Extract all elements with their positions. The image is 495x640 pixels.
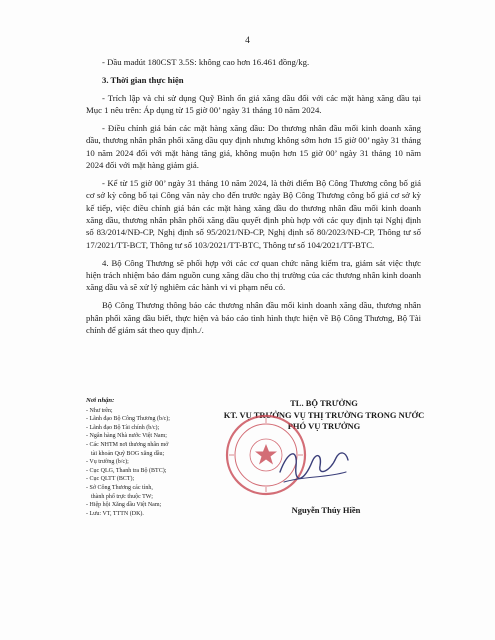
signature-position-line: PHÓ VỤ TRƯỞNG xyxy=(287,421,361,431)
paragraph-6: 4. Bộ Công Thương sẽ phối hợp với các cơ quan chức năng kiểm tra, giám sát việc thực hiện trách nhiệm bảo đảm nguồn cung xăng dầu cho thị trường của các thương nhân kinh doanh xăng dầu và sẽ xử lý nghiêm các hành vi vi phạm nếu có. xyxy=(86,257,421,293)
recipient-item: - Sở Công Thương các tỉnh, xyxy=(86,484,153,491)
recipient-item: - Lưu: VT, TTTN (DK). xyxy=(86,510,144,517)
recipient-item: - Lãnh đạo Bộ Tài chính (b/c); xyxy=(86,424,160,431)
recipient-item: - Lãnh đạo Bộ Công Thương (b/c); xyxy=(86,416,170,423)
signature-stroke xyxy=(280,453,348,478)
recipients-title: Nơi nhận: xyxy=(86,397,115,404)
paragraph-4: - Điều chỉnh giá bán các mặt hàng xăng dầu: Do thương nhân đầu mối kinh doanh xăng dầu, thương nhân phân phối xăng dầu quy định nhưng không sớm hơn 15 giờ 00’ ngày 31 tháng 10 năm 2024 đối với mặt hàng tăng giá, không muộn hơn 15 giờ 00’ ngày 31 tháng 10 năm 2024 đối với mặt hàng giảm giá. xyxy=(86,122,421,171)
recipient-item: thành phố trực thuộc TW; xyxy=(91,493,153,500)
recipient-item: - Các NHTM nơi thương nhân mở xyxy=(86,441,169,448)
recipient-item: tài khoản Quỹ BOG xăng dầu; xyxy=(91,450,165,457)
paragraph-1: - Dầu madút 180CST 3.5S: không cao hơn 16.461 đồng/kg. xyxy=(102,57,310,67)
recipient-item: - Cục QLG, Thanh tra Bộ (BTC); xyxy=(86,467,167,474)
signature-underline xyxy=(284,472,346,482)
recipients-items xyxy=(86,407,196,519)
recipient-item: - Hiệp hội Xăng dầu Việt Nam; xyxy=(86,502,162,509)
paragraph-7: Bộ Công Thương thông báo các thương nhân đầu mối kinh doanh xăng dầu, thương nhân phân phối xăng dầu biết, thực hiện và báo cáo tình hình thực hiện về Bộ Công Thương, Bộ Tài chính để giám sát theo quy định./. xyxy=(86,300,421,336)
recipients-list xyxy=(86,397,196,518)
recipient-item: - Ngân hàng Nhà nước Việt Nam; xyxy=(86,433,167,440)
document-body xyxy=(86,56,421,342)
recipient-item: - Như trên; xyxy=(86,407,113,414)
paragraph-2: 3. Thời gian thực hiện xyxy=(102,74,184,85)
page-number: 4 xyxy=(245,36,250,46)
signature-authority-line: TL. BỘ TRƯỞNG xyxy=(290,398,358,408)
signer-name: Nguyễn Thúy Hiền xyxy=(291,505,361,515)
handwritten-signature-icon xyxy=(274,432,354,492)
recipient-item: - Vụ trường (b/c); xyxy=(86,459,129,466)
recipient-item: - Cục QLTT (BCT); xyxy=(86,476,135,483)
paragraph-5: - Kể từ 15 giờ 00’ ngày 31 tháng 10 năm 2024, là thời điểm Bộ Công Thương công bố giá cơ sở kỳ công bố tại Công văn này cho đến trước ngày Bộ Công Thương công bố giá cơ sở kỳ kế tiếp, việc điều chỉnh giá bán các mặt hàng xăng dầu do thương nhân đầu mối kinh doanh xăng dầu, thương nhân phân phối xăng dầu quyết định phù hợp với các quy định tại Nghị định số 83/2014/NĐ-CP, Nghị định số 95/2021/NĐ-CP, Nghị định số 80/2023/NĐ-CP, Thông tư số 17/2021/TT-BCT, Thông tư số 103/2021/TT-BTC, Thông tư số 104/2021/TT-BTC. xyxy=(86,177,421,250)
paragraph-3: - Trích lập và chi sử dụng Quỹ Bình ổn giá xăng dầu đối với các mặt hàng xăng dầu tại Mục 1 nêu trên: Áp dụng từ 15 giờ 00’ ngày 31 tháng 10 năm 2024. xyxy=(86,92,421,115)
signature-department-line: KT. VỤ TRƯỞNG VỤ THỊ TRƯỜNG TRONG NƯỚC xyxy=(223,409,425,420)
